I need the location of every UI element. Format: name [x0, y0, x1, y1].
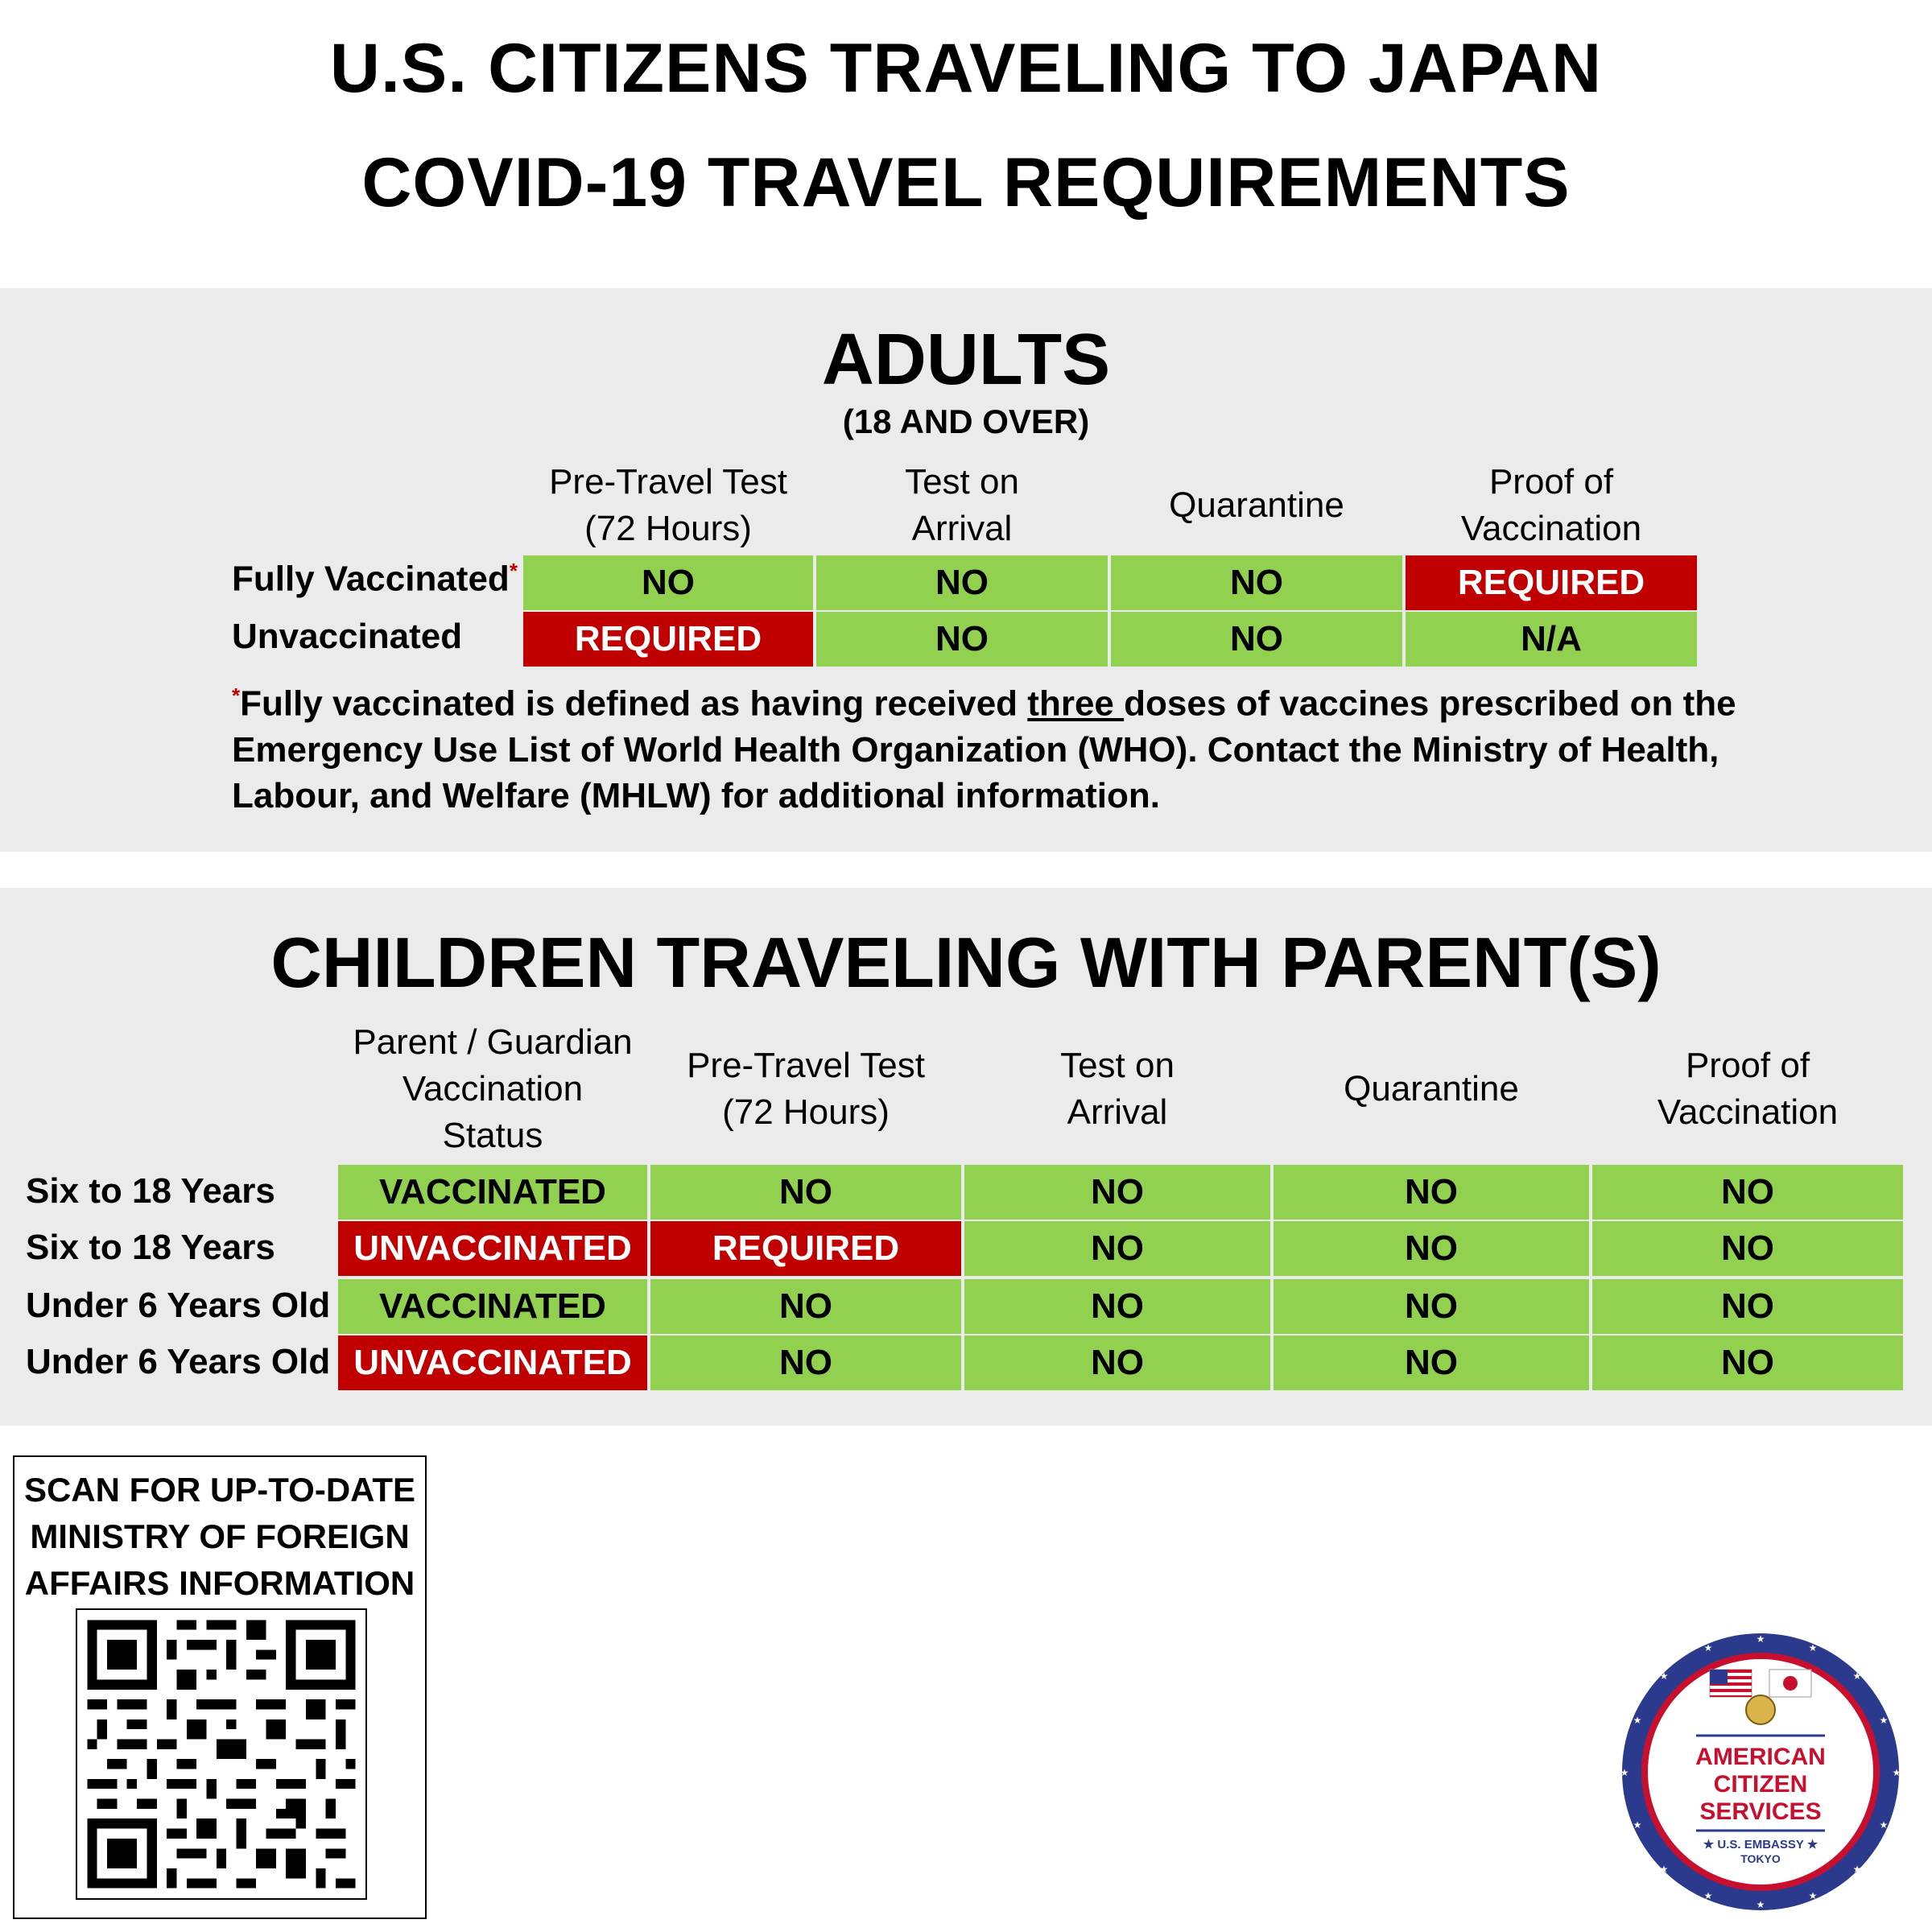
seal-line5: TOKYO — [1740, 1852, 1781, 1865]
adults-col-proof — [1404, 457, 1699, 554]
seal-line3: SERVICES — [1699, 1798, 1822, 1825]
children-cell: NO — [1272, 1163, 1591, 1221]
children-cell: NO — [1591, 1220, 1905, 1278]
qr-caption-line: AFFAIRS INFORMATION — [24, 1564, 415, 1602]
svg-text:★: ★ — [1879, 1819, 1889, 1831]
embassy-seal-icon — [1620, 1631, 1901, 1913]
footnote-text: Fully vaccinated is defined as having received — [240, 683, 1028, 724]
svg-text:★: ★ — [1808, 1642, 1818, 1653]
svg-text:★: ★ — [1808, 1890, 1818, 1901]
col-line: Vaccination — [1460, 509, 1642, 548]
adults-col-pretravel — [522, 457, 815, 554]
svg-text:★: ★ — [1852, 1670, 1862, 1682]
col-line: (72 Hours) — [722, 1092, 890, 1132]
adults-cell: NO — [522, 554, 815, 612]
adults-col-arrival — [815, 457, 1109, 554]
svg-text:★: ★ — [1659, 1864, 1669, 1875]
adults-subheading: (18 AND OVER) — [842, 402, 1090, 440]
adults-heading: ADULTS — [821, 320, 1111, 400]
children-cell: NO — [1591, 1334, 1905, 1392]
svg-text:★: ★ — [1879, 1715, 1889, 1726]
us-flag-icon — [1710, 1670, 1752, 1697]
children-cell: UNVACCINATED — [336, 1220, 649, 1278]
adults-cell: REQUIRED — [1404, 554, 1699, 612]
col-line: Arrival — [911, 509, 1013, 548]
footnote-text: doses of vaccines prescribed on the Emergency Use List of World Health Organization (WHO). Contact the Ministry of Health, Labour, and Welfare (MHLW) for additional information. — [232, 683, 1736, 815]
adults-col-quarantine — [1109, 457, 1404, 554]
asterisk-mark: * — [232, 683, 241, 708]
children-heading: CHILDREN TRAVELING WITH PARENT(S) — [270, 923, 1662, 1002]
svg-text:★: ★ — [1892, 1767, 1901, 1778]
children-col-quarantine — [1272, 1017, 1591, 1162]
children-row-label: Under 6 Years Old — [26, 1342, 331, 1381]
children-col-proof — [1591, 1017, 1905, 1162]
children-cell: NO — [963, 1220, 1272, 1278]
seal-line4: ★ U.S. EMBASSY ★ — [1703, 1838, 1818, 1852]
svg-text:★: ★ — [1659, 1670, 1669, 1682]
children-row-label: Six to 18 Years — [26, 1171, 275, 1211]
col-line: Test on — [1060, 1046, 1174, 1085]
adults-section — [0, 288, 1932, 852]
children-cell: NO — [649, 1163, 963, 1221]
page-title-line2: COVID-19 TRAVEL REQUIREMENTS — [361, 144, 1571, 221]
children-cell: REQUIRED — [649, 1220, 963, 1278]
children-row-label: Under 6 Years Old — [26, 1286, 331, 1325]
svg-text:★: ★ — [1633, 1715, 1642, 1726]
children-col-pretravel — [649, 1017, 963, 1162]
children-cell: NO — [963, 1334, 1272, 1392]
svg-text:★: ★ — [1756, 1633, 1765, 1645]
col-line: Test on — [905, 462, 1019, 502]
qr-panel — [13, 1455, 427, 1919]
svg-text:★: ★ — [1703, 1642, 1713, 1653]
col-line: Quarantine — [1344, 1069, 1519, 1108]
col-line: Pre-Travel Test — [549, 462, 787, 502]
seal-line2: CITIZEN — [1713, 1771, 1808, 1798]
children-cell: NO — [1272, 1334, 1591, 1392]
children-cell: NO — [1272, 1278, 1591, 1335]
children-cell: NO — [1272, 1220, 1591, 1278]
col-line: Vaccination — [1657, 1092, 1839, 1132]
footnote-underlined: three — [1027, 683, 1125, 724]
children-cell: VACCINATED — [336, 1163, 649, 1221]
col-line: Proof of — [1488, 462, 1614, 502]
qr-caption — [14, 1467, 425, 1607]
row-label-text: Fully Vaccinated — [232, 559, 510, 599]
col-line: Arrival — [1067, 1092, 1168, 1132]
adults-cell: NO — [815, 610, 1109, 668]
children-row-label: Six to 18 Years — [26, 1228, 275, 1267]
eagle-emblem-icon — [1746, 1695, 1775, 1724]
adults-cell: N/A — [1404, 610, 1699, 668]
vaccination-footnote — [232, 673, 1737, 819]
svg-text:★: ★ — [1633, 1819, 1642, 1831]
col-line: Vaccination — [402, 1069, 584, 1108]
svg-text:★: ★ — [1620, 1767, 1629, 1778]
adults-row-label: Unvaccinated — [232, 617, 463, 656]
col-line: Parent / Guardian — [353, 1022, 633, 1062]
svg-text:★: ★ — [1852, 1864, 1862, 1875]
children-cell: VACCINATED — [336, 1278, 649, 1335]
children-cell: NO — [1591, 1163, 1905, 1221]
svg-text:★: ★ — [1756, 1899, 1765, 1910]
svg-text:★: ★ — [1703, 1890, 1713, 1901]
adults-cell: REQUIRED — [522, 610, 815, 668]
col-line: (72 Hours) — [584, 509, 752, 548]
adults-cell: NO — [1109, 610, 1404, 668]
children-cell: NO — [1591, 1278, 1905, 1335]
col-line: Proof of — [1685, 1046, 1810, 1085]
japan-flag-icon — [1769, 1670, 1811, 1697]
children-section — [0, 888, 1932, 1426]
children-cell: UNVACCINATED — [336, 1334, 649, 1392]
qr-caption-line: MINISTRY OF FOREIGN — [30, 1517, 410, 1555]
page-title-line1: U.S. CITIZENS TRAVELING TO JAPAN — [329, 30, 1603, 107]
children-cell: NO — [649, 1278, 963, 1335]
children-col-arrival — [963, 1017, 1272, 1162]
children-cell: NO — [963, 1163, 1272, 1221]
asterisk-mark: * — [509, 559, 518, 583]
col-line: Quarantine — [1169, 485, 1344, 525]
children-col-parent-status — [336, 1017, 649, 1162]
adults-cell: NO — [815, 554, 1109, 612]
seal-line1: AMERICAN — [1695, 1744, 1826, 1770]
qr-code-icon[interactable] — [76, 1608, 367, 1900]
children-cell: NO — [649, 1334, 963, 1392]
qr-caption-line: SCAN FOR UP-TO-DATE — [23, 1471, 416, 1509]
children-cell: NO — [963, 1278, 1272, 1335]
adults-row-label — [232, 559, 518, 600]
col-line: Status — [442, 1116, 543, 1155]
adults-cell: NO — [1109, 554, 1404, 612]
col-line: Pre-Travel Test — [687, 1046, 925, 1085]
